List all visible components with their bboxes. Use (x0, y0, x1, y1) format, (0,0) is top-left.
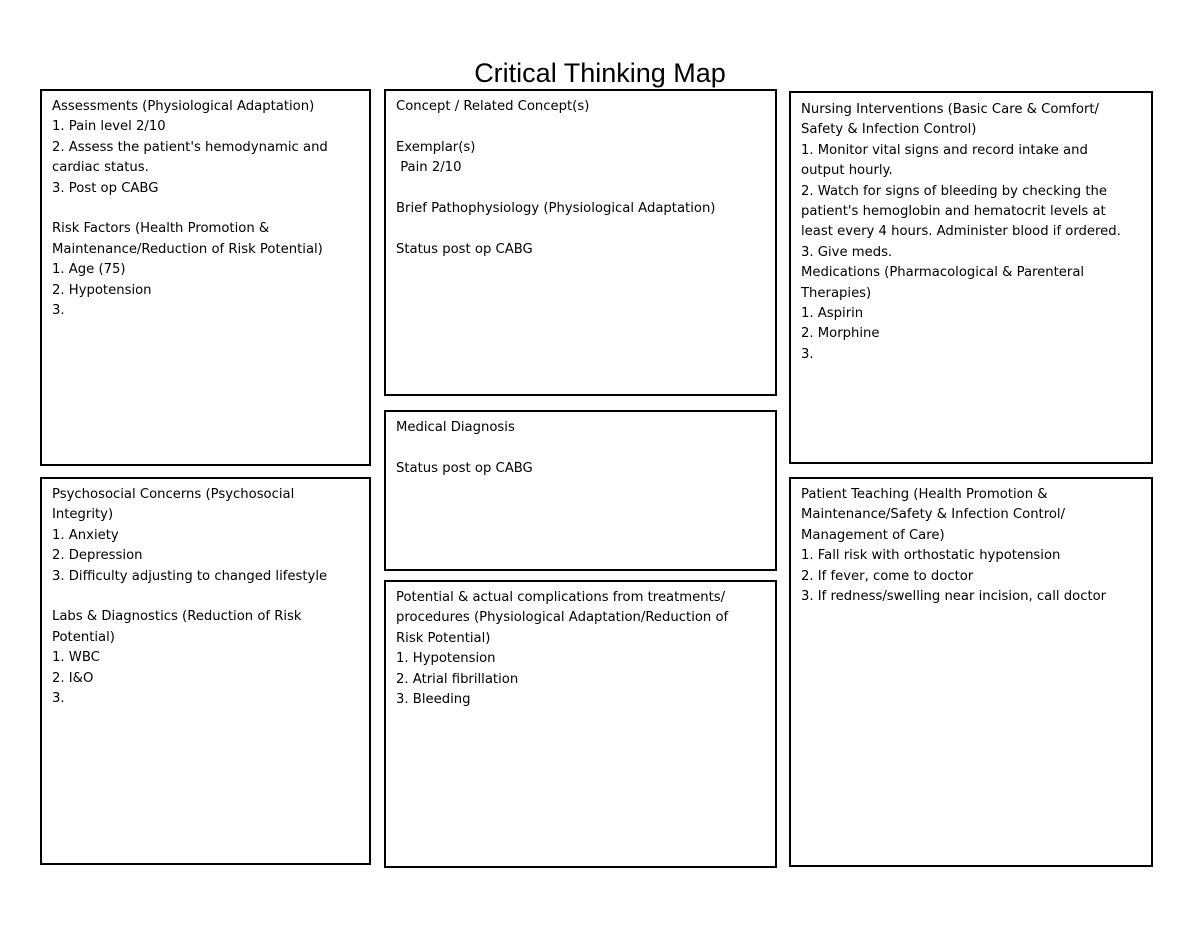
complications-heading: procedures (Physiological Adaptation/Reduction of (396, 610, 729, 626)
intervention-item: output hourly. (801, 163, 893, 179)
labs-heading: Labs & Diagnostics (Reduction of Risk (52, 609, 302, 625)
nursing-interventions-box (789, 91, 1153, 464)
concept-heading: Concept / Related Concept(s) (396, 99, 590, 114)
complication-item: 1. Hypotension (396, 651, 496, 667)
patient-teaching-box (789, 477, 1153, 867)
risk-factors-heading: Risk Factors (Health Promotion & (52, 221, 270, 237)
risk-factors-heading: Maintenance/Reduction of Risk Potential) (52, 241, 323, 257)
pathophysiology-label: Brief Pathophysiology (Physiological Adaptation) (396, 201, 716, 216)
risk-factor-item: 3. (52, 303, 65, 319)
complications-box (384, 580, 777, 868)
risk-factor-item: 2. Hypotension (52, 282, 152, 298)
intervention-item: 1. Monitor vital signs and record intake and (801, 142, 1088, 158)
assessments-heading: Assessments (Physiological Adaptation) (52, 99, 315, 114)
lab-item: 2. I&O (52, 670, 94, 686)
psychosocial-item: 2. Depression (52, 548, 143, 564)
assessments-box (40, 89, 371, 466)
lab-item: 3. (52, 691, 65, 707)
page-title: Critical Thinking Map (474, 58, 726, 88)
complications-heading: Risk Potential) (396, 630, 491, 646)
intervention-item: least every 4 hours. Administer blood if ordered. (801, 224, 1121, 240)
assessment-item: 2. Assess the patient's hemodynamic and (52, 139, 328, 155)
assessment-item: 3. Post op CABG (52, 180, 159, 196)
intervention-item: 3. Give meds. (801, 244, 893, 260)
exemplar-value: Pain 2/10 (396, 160, 462, 176)
pathophysiology-value: Status post op CABG (396, 241, 533, 257)
teaching-item: 1. Fall risk with orthostatic hypotension (801, 548, 1061, 564)
diagnosis-heading: Medical Diagnosis (396, 420, 515, 435)
medications-heading: Therapies) (801, 285, 872, 301)
psychosocial-heading: Integrity) (52, 507, 114, 523)
risk-factor-item: 1. Age (75) (52, 262, 126, 278)
teaching-heading: Management of Care) (801, 527, 945, 543)
psychosocial-item: 1. Anxiety (52, 527, 119, 543)
complication-item: 2. Atrial fibrillation (396, 671, 519, 687)
psychosocial-heading: Psychosocial Concerns (Psychosocial (52, 487, 295, 502)
lab-item: 1. WBC (52, 650, 100, 666)
diagnosis-value: Status post op CABG (396, 460, 533, 476)
medical-diagnosis-box (384, 410, 777, 571)
assessment-item: cardiac status. (52, 160, 149, 176)
medication-item: 2. Morphine (801, 326, 880, 342)
medication-item: 1. Aspirin (801, 306, 864, 322)
teaching-item: 2. If fever, come to doctor (801, 568, 974, 584)
interventions-heading: Safety & Infection Control) (801, 122, 977, 138)
complication-item: 3. Bleeding (396, 692, 471, 708)
intervention-item: 2. Watch for signs of bleeding by checking the (801, 183, 1107, 199)
labs-heading: Potential) (52, 629, 115, 645)
concept-box (384, 89, 777, 396)
teaching-heading: Maintenance/Safety & Infection Control/ (801, 507, 1066, 523)
medication-item: 3. (801, 346, 814, 362)
exemplar-label: Exemplar(s) (396, 139, 476, 155)
medications-heading: Medications (Pharmacological & Parenteral (801, 265, 1085, 281)
complications-heading: Potential & actual complications from treatments/ (396, 590, 726, 605)
teaching-heading: Patient Teaching (Health Promotion & (801, 487, 1048, 502)
intervention-item: patient's hemoglobin and hematocrit levels at (801, 204, 1106, 220)
assessment-item: 1. Pain level 2/10 (52, 119, 166, 135)
teaching-item: 3. If redness/swelling near incision, call doctor (801, 589, 1107, 605)
psychosocial-item: 3. Difficulty adjusting to changed lifestyle (52, 568, 328, 584)
interventions-heading: Nursing Interventions (Basic Care & Comfort/ (801, 102, 1099, 117)
psychosocial-box (40, 477, 371, 865)
